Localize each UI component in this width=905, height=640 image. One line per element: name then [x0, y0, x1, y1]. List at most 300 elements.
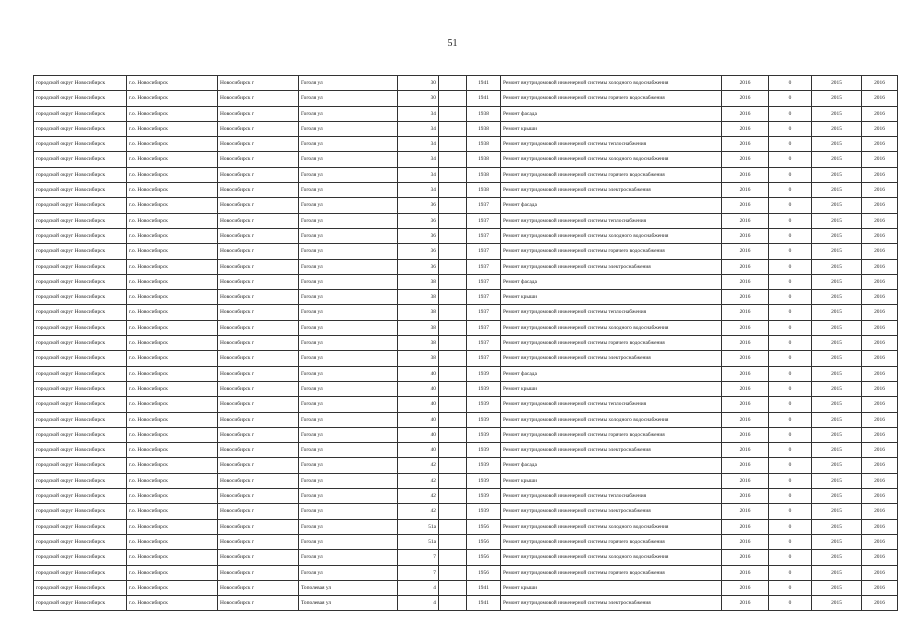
start-year-cell: 2015: [812, 550, 862, 565]
house-number-cell: 42: [398, 504, 439, 519]
municipality-cell: городской округ Новосибирск: [34, 274, 127, 289]
district-cell: г.о. Новосибирск: [127, 213, 218, 228]
district-cell: г.о. Новосибирск: [127, 458, 218, 473]
end-year-cell: 2016: [862, 121, 898, 136]
house-number-cell: 36: [398, 198, 439, 213]
year-built-cell: 1939: [467, 381, 501, 396]
work-type-cell: Ремонт внутридомовой инженерной системы горячего водоснабжения: [501, 336, 722, 351]
city-cell: Новосибирск г: [218, 259, 299, 274]
end-year-cell: 2016: [862, 489, 898, 504]
year-built-cell: 1939: [467, 489, 501, 504]
year-built-cell: 1938: [467, 167, 501, 182]
work-type-cell: Ремонт крыши: [501, 580, 722, 595]
building-cell: [439, 320, 467, 335]
cost-cell: 0: [769, 381, 812, 396]
end-year-cell: 2016: [862, 427, 898, 442]
building-cell: [439, 336, 467, 351]
table-row: [34, 473, 898, 488]
house-number-cell: 4: [398, 580, 439, 595]
work-type-cell: Ремонт внутридомовой инженерной системы горячего водоснабжения: [501, 565, 722, 580]
building-cell: [439, 473, 467, 488]
street-cell: Гоголя ул: [299, 213, 398, 228]
street-cell: Гоголя ул: [299, 565, 398, 580]
end-year-cell: 2016: [862, 198, 898, 213]
work-type-cell: Ремонт фасада: [501, 458, 722, 473]
municipality-cell: городской округ Новосибирск: [34, 213, 127, 228]
district-cell: г.о. Новосибирск: [127, 473, 218, 488]
work-type-cell: Ремонт внутридомовой инженерной системы горячего водоснабжения: [501, 534, 722, 549]
table-body: [34, 76, 898, 611]
start-year-cell: 2015: [812, 137, 862, 152]
year-built-cell: 1937: [467, 228, 501, 243]
city-cell: Новосибирск г: [218, 137, 299, 152]
year-built-cell: 1939: [467, 412, 501, 427]
year-built-cell: 1937: [467, 198, 501, 213]
start-year-cell: 2015: [812, 121, 862, 136]
year-built-cell: 1939: [467, 458, 501, 473]
district-cell: г.о. Новосибирск: [127, 320, 218, 335]
district-cell: г.о. Новосибирск: [127, 351, 218, 366]
street-cell: Гоголя ул: [299, 443, 398, 458]
district-cell: г.о. Новосибирск: [127, 91, 218, 106]
work-type-cell: Ремонт крыши: [501, 121, 722, 136]
planned-year-cell: 2016: [722, 259, 769, 274]
work-type-cell: Ремонт внутридомовой инженерной системы холодного водоснабжения: [501, 320, 722, 335]
table-row: [34, 213, 898, 228]
house-number-cell: 38: [398, 320, 439, 335]
building-cell: [439, 244, 467, 259]
building-cell: [439, 458, 467, 473]
district-cell: г.о. Новосибирск: [127, 152, 218, 167]
street-cell: Гоголя ул: [299, 274, 398, 289]
city-cell: Новосибирск г: [218, 228, 299, 243]
start-year-cell: 2015: [812, 489, 862, 504]
district-cell: г.о. Новосибирск: [127, 305, 218, 320]
table-row: [34, 183, 898, 198]
end-year-cell: 2016: [862, 244, 898, 259]
house-number-cell: 36: [398, 244, 439, 259]
end-year-cell: 2016: [862, 443, 898, 458]
year-built-cell: 1939: [467, 473, 501, 488]
building-cell: [439, 443, 467, 458]
district-cell: г.о. Новосибирск: [127, 519, 218, 534]
municipality-cell: городской округ Новосибирск: [34, 336, 127, 351]
table-row: [34, 244, 898, 259]
street-cell: Гоголя ул: [299, 397, 398, 412]
planned-year-cell: 2016: [722, 504, 769, 519]
building-cell: [439, 580, 467, 595]
municipality-cell: городской округ Новосибирск: [34, 351, 127, 366]
start-year-cell: 2015: [812, 351, 862, 366]
planned-year-cell: 2016: [722, 489, 769, 504]
year-built-cell: 1937: [467, 320, 501, 335]
city-cell: Новосибирск г: [218, 106, 299, 121]
municipality-cell: городской округ Новосибирск: [34, 198, 127, 213]
house-number-cell: 40: [398, 397, 439, 412]
page-number: 51: [447, 38, 458, 49]
district-cell: г.о. Новосибирск: [127, 427, 218, 442]
municipality-cell: городской округ Новосибирск: [34, 565, 127, 580]
cost-cell: 0: [769, 458, 812, 473]
building-cell: [439, 489, 467, 504]
cost-cell: 0: [769, 412, 812, 427]
work-type-cell: Ремонт внутридомовой инженерной системы теплоснабжения: [501, 213, 722, 228]
district-cell: г.о. Новосибирск: [127, 397, 218, 412]
table-row: [34, 351, 898, 366]
start-year-cell: 2015: [812, 336, 862, 351]
city-cell: Новосибирск г: [218, 336, 299, 351]
house-number-cell: 38: [398, 351, 439, 366]
city-cell: Новосибирск г: [218, 167, 299, 182]
cost-cell: 0: [769, 137, 812, 152]
end-year-cell: 2016: [862, 76, 898, 91]
table-row: [34, 106, 898, 121]
building-cell: [439, 504, 467, 519]
house-number-cell: 30: [398, 76, 439, 91]
planned-year-cell: 2016: [722, 183, 769, 198]
year-built-cell: 1937: [467, 305, 501, 320]
municipality-cell: городской округ Новосибирск: [34, 519, 127, 534]
table-row: [34, 381, 898, 396]
end-year-cell: 2016: [862, 381, 898, 396]
building-cell: [439, 596, 467, 611]
work-type-cell: Ремонт внутридомовой инженерной системы холодного водоснабжения: [501, 519, 722, 534]
start-year-cell: 2015: [812, 76, 862, 91]
municipality-cell: городской округ Новосибирск: [34, 381, 127, 396]
year-built-cell: 1937: [467, 336, 501, 351]
year-built-cell: 1939: [467, 366, 501, 381]
table-row: [34, 167, 898, 182]
table-row: [34, 305, 898, 320]
municipality-cell: городской округ Новосибирск: [34, 320, 127, 335]
city-cell: Новосибирск г: [218, 213, 299, 228]
cost-cell: 0: [769, 427, 812, 442]
end-year-cell: 2016: [862, 290, 898, 305]
house-number-cell: 4: [398, 596, 439, 611]
year-built-cell: 1938: [467, 121, 501, 136]
municipality-cell: городской округ Новосибирск: [34, 259, 127, 274]
house-number-cell: 51а: [398, 534, 439, 549]
house-number-cell: 42: [398, 473, 439, 488]
city-cell: Новосибирск г: [218, 489, 299, 504]
year-built-cell: 1939: [467, 397, 501, 412]
street-cell: Гоголя ул: [299, 152, 398, 167]
cost-cell: 0: [769, 320, 812, 335]
table-row: [34, 534, 898, 549]
house-number-cell: 36: [398, 259, 439, 274]
city-cell: Новосибирск г: [218, 76, 299, 91]
table-row: [34, 259, 898, 274]
house-number-cell: 34: [398, 121, 439, 136]
district-cell: г.о. Новосибирск: [127, 259, 218, 274]
end-year-cell: 2016: [862, 336, 898, 351]
planned-year-cell: 2016: [722, 228, 769, 243]
cost-cell: 0: [769, 91, 812, 106]
building-cell: [439, 534, 467, 549]
work-type-cell: Ремонт внутридомовой инженерной системы электроснабжения: [501, 259, 722, 274]
city-cell: Новосибирск г: [218, 519, 299, 534]
district-cell: г.о. Новосибирск: [127, 244, 218, 259]
municipality-cell: городской округ Новосибирск: [34, 137, 127, 152]
end-year-cell: 2016: [862, 320, 898, 335]
city-cell: Новосибирск г: [218, 381, 299, 396]
street-cell: Гоголя ул: [299, 183, 398, 198]
city-cell: Новосибирск г: [218, 198, 299, 213]
city-cell: Новосибирск г: [218, 290, 299, 305]
building-cell: [439, 167, 467, 182]
cost-cell: 0: [769, 274, 812, 289]
year-built-cell: 1939: [467, 443, 501, 458]
planned-year-cell: 2016: [722, 412, 769, 427]
planned-year-cell: 2016: [722, 244, 769, 259]
cost-cell: 0: [769, 351, 812, 366]
planned-year-cell: 2016: [722, 274, 769, 289]
district-cell: г.о. Новосибирск: [127, 183, 218, 198]
house-number-cell: 38: [398, 274, 439, 289]
city-cell: Новосибирск г: [218, 244, 299, 259]
planned-year-cell: 2016: [722, 580, 769, 595]
work-type-cell: Ремонт внутридомовой инженерной системы электроснабжения: [501, 443, 722, 458]
end-year-cell: 2016: [862, 580, 898, 595]
planned-year-cell: 2016: [722, 381, 769, 396]
end-year-cell: 2016: [862, 565, 898, 580]
table-row: [34, 274, 898, 289]
street-cell: Гоголя ул: [299, 167, 398, 182]
street-cell: Гоголя ул: [299, 489, 398, 504]
start-year-cell: 2015: [812, 397, 862, 412]
year-built-cell: 1956: [467, 519, 501, 534]
district-cell: г.о. Новосибирск: [127, 534, 218, 549]
year-built-cell: 1941: [467, 76, 501, 91]
start-year-cell: 2015: [812, 320, 862, 335]
building-cell: [439, 274, 467, 289]
building-cell: [439, 106, 467, 121]
year-built-cell: 1938: [467, 137, 501, 152]
start-year-cell: 2015: [812, 305, 862, 320]
district-cell: г.о. Новосибирск: [127, 198, 218, 213]
table-row: [34, 320, 898, 335]
table-row: [34, 366, 898, 381]
planned-year-cell: 2016: [722, 137, 769, 152]
building-cell: [439, 427, 467, 442]
city-cell: Новосибирск г: [218, 473, 299, 488]
city-cell: Новосибирск г: [218, 504, 299, 519]
work-type-cell: Ремонт внутридомовой инженерной системы электроснабжения: [501, 351, 722, 366]
municipality-cell: городской округ Новосибирск: [34, 580, 127, 595]
end-year-cell: 2016: [862, 274, 898, 289]
table-row: [34, 290, 898, 305]
table-row: [34, 596, 898, 611]
cost-cell: 0: [769, 213, 812, 228]
city-cell: Новосибирск г: [218, 397, 299, 412]
building-cell: [439, 213, 467, 228]
start-year-cell: 2015: [812, 183, 862, 198]
table-row: [34, 228, 898, 243]
house-number-cell: 51а: [398, 519, 439, 534]
planned-year-cell: 2016: [722, 596, 769, 611]
cost-cell: 0: [769, 183, 812, 198]
building-cell: [439, 366, 467, 381]
city-cell: Новосибирск г: [218, 443, 299, 458]
cost-cell: 0: [769, 305, 812, 320]
cost-cell: 0: [769, 336, 812, 351]
table-row: [34, 91, 898, 106]
work-type-cell: Ремонт крыши: [501, 381, 722, 396]
municipality-cell: городской округ Новосибирск: [34, 91, 127, 106]
planned-year-cell: 2016: [722, 305, 769, 320]
municipality-cell: городской округ Новосибирск: [34, 290, 127, 305]
start-year-cell: 2015: [812, 290, 862, 305]
street-cell: Гоголя ул: [299, 366, 398, 381]
year-built-cell: 1941: [467, 91, 501, 106]
house-number-cell: 40: [398, 443, 439, 458]
work-type-cell: Ремонт внутридомовой инженерной системы холодного водоснабжения: [501, 152, 722, 167]
end-year-cell: 2016: [862, 550, 898, 565]
municipality-cell: городской округ Новосибирск: [34, 550, 127, 565]
work-type-cell: Ремонт внутридомовой инженерной системы горячего водоснабжения: [501, 91, 722, 106]
planned-year-cell: 2016: [722, 320, 769, 335]
start-year-cell: 2015: [812, 596, 862, 611]
cost-cell: 0: [769, 443, 812, 458]
year-built-cell: 1956: [467, 550, 501, 565]
planned-year-cell: 2016: [722, 121, 769, 136]
start-year-cell: 2015: [812, 106, 862, 121]
street-cell: Гоголя ул: [299, 550, 398, 565]
end-year-cell: 2016: [862, 167, 898, 182]
city-cell: Новосибирск г: [218, 320, 299, 335]
municipality-cell: городской округ Новосибирск: [34, 412, 127, 427]
city-cell: Новосибирск г: [218, 534, 299, 549]
municipality-cell: городской округ Новосибирск: [34, 305, 127, 320]
planned-year-cell: 2016: [722, 427, 769, 442]
cost-cell: 0: [769, 152, 812, 167]
table-row: [34, 137, 898, 152]
end-year-cell: 2016: [862, 152, 898, 167]
start-year-cell: 2015: [812, 244, 862, 259]
year-built-cell: 1937: [467, 351, 501, 366]
year-built-cell: 1956: [467, 534, 501, 549]
work-type-cell: Ремонт внутридомовой инженерной системы холодного водоснабжения: [501, 412, 722, 427]
city-cell: Новосибирск г: [218, 152, 299, 167]
house-number-cell: 38: [398, 305, 439, 320]
start-year-cell: 2015: [812, 565, 862, 580]
city-cell: Новосибирск г: [218, 427, 299, 442]
end-year-cell: 2016: [862, 534, 898, 549]
house-number-cell: 34: [398, 137, 439, 152]
district-cell: г.о. Новосибирск: [127, 121, 218, 136]
cost-cell: 0: [769, 198, 812, 213]
start-year-cell: 2015: [812, 580, 862, 595]
start-year-cell: 2015: [812, 213, 862, 228]
start-year-cell: 2015: [812, 91, 862, 106]
house-number-cell: 40: [398, 381, 439, 396]
planned-year-cell: 2016: [722, 565, 769, 580]
municipality-cell: городской округ Новосибирск: [34, 366, 127, 381]
building-cell: [439, 198, 467, 213]
planned-year-cell: 2016: [722, 106, 769, 121]
street-cell: Гоголя ул: [299, 320, 398, 335]
house-number-cell: 38: [398, 336, 439, 351]
year-built-cell: 1941: [467, 596, 501, 611]
cost-cell: 0: [769, 504, 812, 519]
start-year-cell: 2015: [812, 504, 862, 519]
cost-cell: 0: [769, 244, 812, 259]
work-type-cell: Ремонт фасада: [501, 366, 722, 381]
end-year-cell: 2016: [862, 504, 898, 519]
cost-cell: 0: [769, 228, 812, 243]
work-type-cell: Ремонт внутридомовой инженерной системы электроснабжения: [501, 596, 722, 611]
house-number-cell: 42: [398, 458, 439, 473]
year-built-cell: 1938: [467, 152, 501, 167]
municipality-cell: городской округ Новосибирск: [34, 183, 127, 198]
table-row: [34, 550, 898, 565]
planned-year-cell: 2016: [722, 550, 769, 565]
start-year-cell: 2015: [812, 259, 862, 274]
work-type-cell: Ремонт внутридомовой инженерной системы горячего водоснабжения: [501, 244, 722, 259]
municipality-cell: городской округ Новосибирск: [34, 152, 127, 167]
end-year-cell: 2016: [862, 351, 898, 366]
table-row: [34, 565, 898, 580]
start-year-cell: 2015: [812, 458, 862, 473]
city-cell: Новосибирск г: [218, 596, 299, 611]
street-cell: Гоголя ул: [299, 305, 398, 320]
planned-year-cell: 2016: [722, 458, 769, 473]
building-cell: [439, 228, 467, 243]
table-row: [34, 336, 898, 351]
work-type-cell: Ремонт крыши: [501, 473, 722, 488]
street-cell: Гоголя ул: [299, 336, 398, 351]
house-number-cell: 40: [398, 427, 439, 442]
work-type-cell: Ремонт внутридомовой инженерной системы горячего водоснабжения: [501, 427, 722, 442]
planned-year-cell: 2016: [722, 76, 769, 91]
district-cell: г.о. Новосибирск: [127, 336, 218, 351]
year-built-cell: 1937: [467, 274, 501, 289]
house-number-cell: 34: [398, 152, 439, 167]
planned-year-cell: 2016: [722, 366, 769, 381]
district-cell: г.о. Новосибирск: [127, 137, 218, 152]
street-cell: Тополевая ул: [299, 596, 398, 611]
start-year-cell: 2015: [812, 366, 862, 381]
building-cell: [439, 290, 467, 305]
start-year-cell: 2015: [812, 198, 862, 213]
street-cell: Гоголя ул: [299, 106, 398, 121]
street-cell: Гоголя ул: [299, 473, 398, 488]
planned-year-cell: 2016: [722, 534, 769, 549]
end-year-cell: 2016: [862, 397, 898, 412]
planned-year-cell: 2016: [722, 91, 769, 106]
municipality-cell: городской округ Новосибирск: [34, 76, 127, 91]
start-year-cell: 2015: [812, 152, 862, 167]
year-built-cell: 1956: [467, 565, 501, 580]
district-cell: г.о. Новосибирск: [127, 290, 218, 305]
municipality-cell: городской округ Новосибирск: [34, 106, 127, 121]
street-cell: Гоголя ул: [299, 121, 398, 136]
street-cell: Гоголя ул: [299, 427, 398, 442]
district-cell: г.о. Новосибирск: [127, 106, 218, 121]
district-cell: г.о. Новосибирск: [127, 565, 218, 580]
street-cell: Гоголя ул: [299, 381, 398, 396]
cost-cell: 0: [769, 550, 812, 565]
start-year-cell: 2015: [812, 473, 862, 488]
cost-cell: 0: [769, 167, 812, 182]
planned-year-cell: 2016: [722, 351, 769, 366]
municipality-cell: городской округ Новосибирск: [34, 397, 127, 412]
work-type-cell: Ремонт внутридомовой инженерной системы холодного водоснабжения: [501, 228, 722, 243]
table-row: [34, 504, 898, 519]
work-type-cell: Ремонт внутридомовой инженерной системы электроснабжения: [501, 504, 722, 519]
start-year-cell: 2015: [812, 534, 862, 549]
year-built-cell: 1937: [467, 244, 501, 259]
